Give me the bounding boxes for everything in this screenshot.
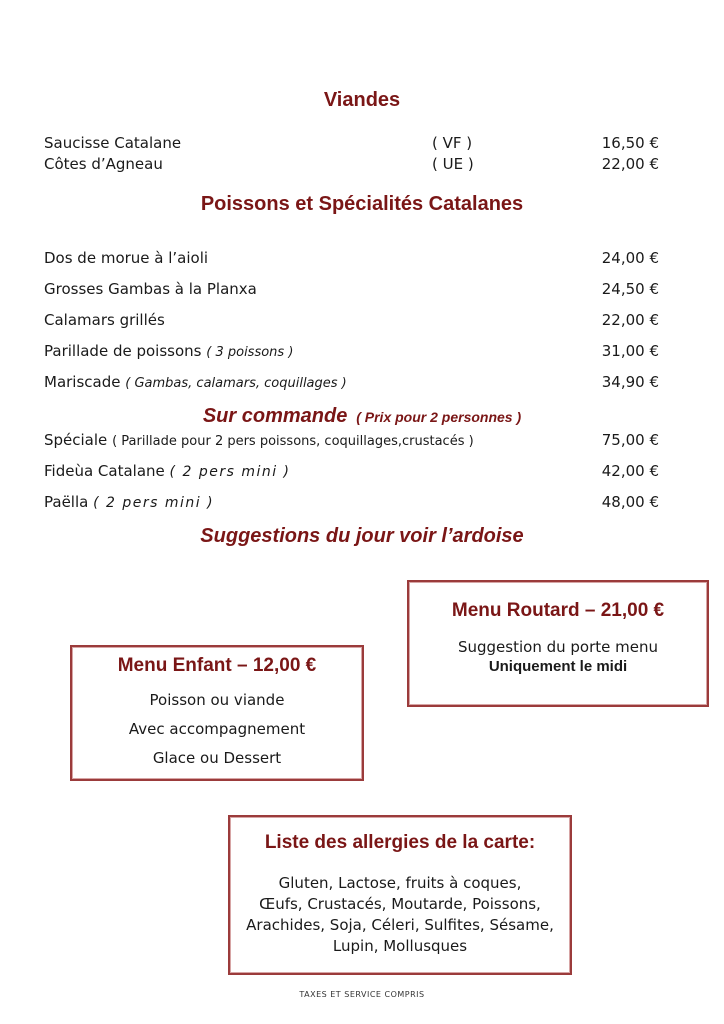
sur-commande-subtitle: ( Prix pour 2 personnes ) (356, 409, 522, 425)
allergies-box (228, 815, 572, 975)
item-price: 22,00 € (601, 311, 659, 329)
menu-enfant-line: Poisson ou viande (149, 691, 285, 709)
item-note: ( 2 pers mini ) (93, 495, 215, 511)
item-price: 75,00 € (601, 431, 659, 449)
item-origin: ( VF ) (432, 134, 473, 152)
allergies-line: Lupin, Mollusques (332, 937, 468, 955)
suggestions-text: Suggestions du jour voir l’ardoise (200, 525, 524, 547)
item-name: Saucisse Catalane (44, 134, 182, 152)
item-name: Grosses Gambas à la Planxa (44, 280, 257, 298)
item-origin: ( UE ) (432, 155, 474, 173)
allergies-line: Œufs, Crustacés, Moutarde, Poissons, (259, 895, 541, 913)
item-name: Fideùa Catalane (44, 462, 165, 480)
item-price: 22,00 € (601, 155, 659, 173)
menu-enfant-box (70, 645, 364, 781)
item-name-with-note (44, 342, 293, 360)
item-price: 24,50 € (601, 280, 659, 298)
item-name: Côtes d’Agneau (44, 155, 163, 173)
item-name: Parillade de poissons (44, 342, 202, 360)
menu-item-row (44, 311, 659, 333)
suggestions-heading (0, 525, 724, 548)
menu-item-row (44, 462, 659, 484)
item-price: 24,00 € (601, 249, 659, 267)
item-name: Paëlla (44, 493, 89, 511)
allergies-title: Liste des allergies de la carte: (264, 832, 536, 853)
item-name: Calamars grillés (44, 311, 165, 329)
item-note: ( 3 poissons ) (206, 345, 294, 360)
item-price: 42,00 € (601, 462, 659, 480)
menu-item-row (44, 493, 659, 515)
menu-routard-line: Suggestion du porte menu (457, 638, 658, 656)
item-name: Dos de morue à l’aioli (44, 249, 209, 267)
menu-item-row (44, 342, 659, 364)
item-name-with-note (44, 431, 474, 449)
viandes-title: Viandes (323, 89, 401, 111)
item-name: Spéciale (44, 431, 108, 449)
menu-item-row (44, 431, 659, 453)
menu-routard-box (407, 580, 709, 707)
menu-item-row (44, 373, 659, 395)
menu-item-row (44, 280, 659, 302)
menu-enfant-title: Menu Enfant – 12,00 € (117, 655, 317, 676)
menu-enfant-line: Avec accompagnement (128, 720, 306, 738)
allergies-line: Gluten, Lactose, fruits à coques, (278, 874, 522, 892)
item-price: 31,00 € (601, 342, 659, 360)
item-price: 48,00 € (601, 493, 659, 511)
poissons-title: Poissons et Spécialités Catalanes (200, 193, 524, 215)
item-note: ( 2 pers mini ) (169, 464, 291, 480)
menu-routard-title: Menu Routard – 21,00 € (451, 600, 665, 621)
item-price: 16,50 € (601, 134, 659, 152)
item-note: ( Parillade pour 2 pers poissons, coquillages,crustacés ) (112, 434, 474, 449)
item-name: Mariscade (44, 373, 121, 391)
menu-item-row (44, 134, 659, 156)
sur-commande-heading (0, 405, 724, 428)
footer-taxes: TAXES ET SERVICE COMPRIS (299, 990, 425, 999)
item-note: ( Gambas, calamars, coquillages ) (125, 376, 347, 391)
menu-item-row (44, 249, 659, 271)
item-name-with-note (44, 373, 347, 391)
item-price: 34,90 € (601, 373, 659, 391)
menu-item-row (44, 155, 659, 177)
item-name-with-note (44, 493, 214, 511)
item-name-with-note (44, 462, 291, 480)
menu-routard-line-bold: Uniquement le midi (488, 658, 628, 675)
menu-enfant-line: Glace ou Dessert (152, 749, 282, 767)
allergies-line: Arachides, Soja, Céleri, Sulfites, Sésame, (246, 916, 554, 934)
sur-commande-title: Sur commande (202, 405, 348, 427)
